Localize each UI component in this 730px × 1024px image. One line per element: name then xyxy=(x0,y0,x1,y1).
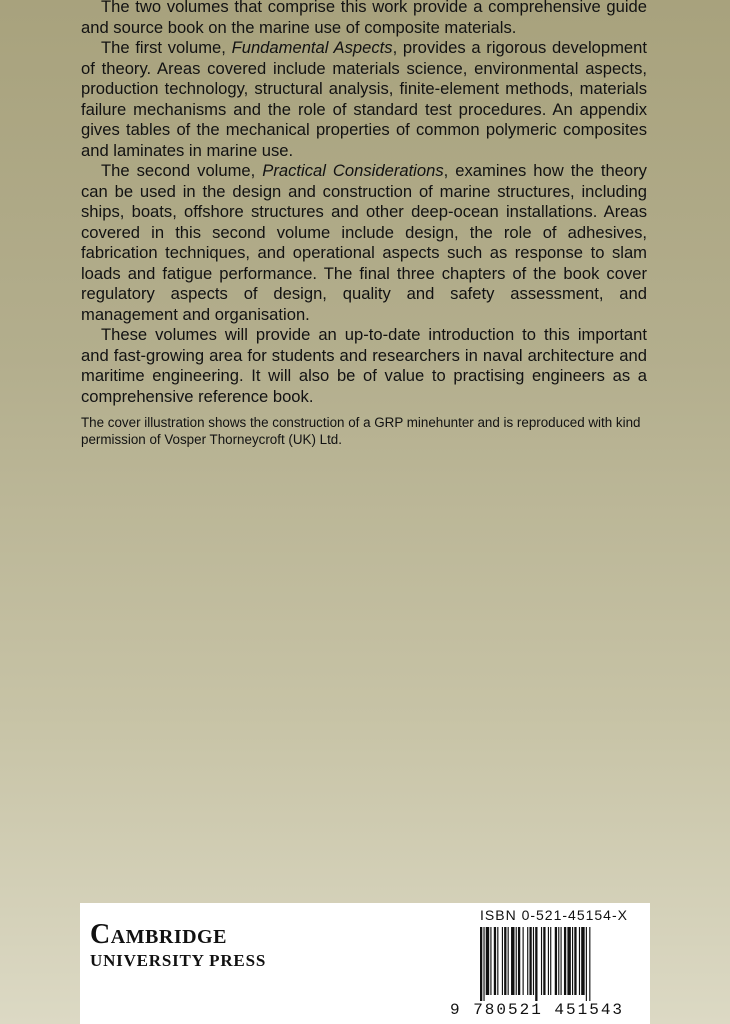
barcode-bar xyxy=(480,927,482,1001)
volume-two-title: Practical Considerations xyxy=(262,161,444,180)
barcode-bar xyxy=(486,927,489,995)
barcode-bar xyxy=(564,927,566,995)
barcode-bar xyxy=(586,927,587,1001)
paragraph-4-text: These volumes will provide an up-to-date introduction to this important and fast-growing area for students and researchers in naval architecture and maritime engineering. It will also be of value to practising engineers as a comprehensive reference book. xyxy=(81,325,647,406)
barcode-digits: 9 780521 451543 xyxy=(450,1001,625,1019)
barcode-bar xyxy=(558,927,559,995)
barcode-bar xyxy=(502,927,503,995)
back-cover-blurb xyxy=(81,0,647,448)
publisher-logo xyxy=(90,919,266,971)
barcode-bar xyxy=(518,927,520,995)
isbn-barcode xyxy=(480,927,640,1001)
blurb-paragraph-2 xyxy=(81,38,647,161)
paragraph-2-text-start: The first volume, xyxy=(101,38,232,57)
barcode-bar xyxy=(567,927,570,995)
barcode-bar xyxy=(541,927,542,995)
barcode-bar xyxy=(550,927,551,995)
publisher-isbn-panel xyxy=(80,903,650,1024)
publisher-name: Cambridge xyxy=(90,919,227,950)
barcode-bar xyxy=(574,927,576,995)
barcode-bar xyxy=(529,927,531,995)
barcode-bar xyxy=(572,927,573,995)
blurb-paragraph-3 xyxy=(81,161,647,325)
barcode-bar xyxy=(589,927,590,1001)
cover-illustration-credit: The cover illustration shows the construction of a GRP minehunter and is reproduced with kind permission of Vosper Thorneycroft (UK) Ltd. xyxy=(81,415,641,447)
barcode-bar xyxy=(508,927,509,995)
barcode-bar xyxy=(490,927,491,995)
paragraph-1-text: The two volumes that comprise this work provide a comprehensive guide and source book on the marine use of composite materials. xyxy=(81,0,647,37)
barcode-bar xyxy=(516,927,517,995)
barcode-bar xyxy=(535,927,537,1001)
blurb-paragraph-4 xyxy=(81,325,647,407)
barcode-bar xyxy=(511,927,514,995)
isbn-label: ISBN 0-521-45154-X xyxy=(480,907,628,923)
barcode-bar xyxy=(548,927,549,995)
barcode-bar xyxy=(523,927,524,995)
barcode-bar xyxy=(483,927,484,1001)
barcode-bar xyxy=(581,927,584,995)
blurb-paragraph-1 xyxy=(81,0,647,38)
barcode-bar xyxy=(533,927,534,995)
volume-one-title: Fundamental Aspects xyxy=(231,38,393,57)
barcode-bar xyxy=(555,927,557,995)
barcode-bar xyxy=(579,927,580,995)
barcode-bar xyxy=(504,927,506,995)
paragraph-3-text-start: The second volume, xyxy=(101,161,263,180)
barcode-bar xyxy=(527,927,528,995)
publisher-subname: UNIVERSITY PRESS xyxy=(90,951,267,970)
barcode-bar xyxy=(561,927,562,995)
paragraph-3-text-end: , examines how the theory can be used in the design and construction of marine structures, including ships, boats, offshore structures and other deep-ocean installations. Areas covered in this second volume include design, the role of adhesives, fabrication techniques, and operational aspects such as response to slam loads and fatigue performance. The final three chapters of the book cover regulatory aspects of design, quality and safety assessment, and management and organisation. xyxy=(81,161,647,324)
barcode-bar xyxy=(497,927,498,995)
barcode-bar xyxy=(543,927,545,995)
paragraph-2-text-end: , provides a rigorous development of theory. Areas covered include materials science, environmental aspects, production technology, structural analysis, finite-element methods, materials failure mechanisms and the role of standard test procedures. An appendix gives tables of the mechanical properties of common polymeric composites and laminates in marine use. xyxy=(81,38,647,160)
barcode-bar xyxy=(494,927,496,995)
